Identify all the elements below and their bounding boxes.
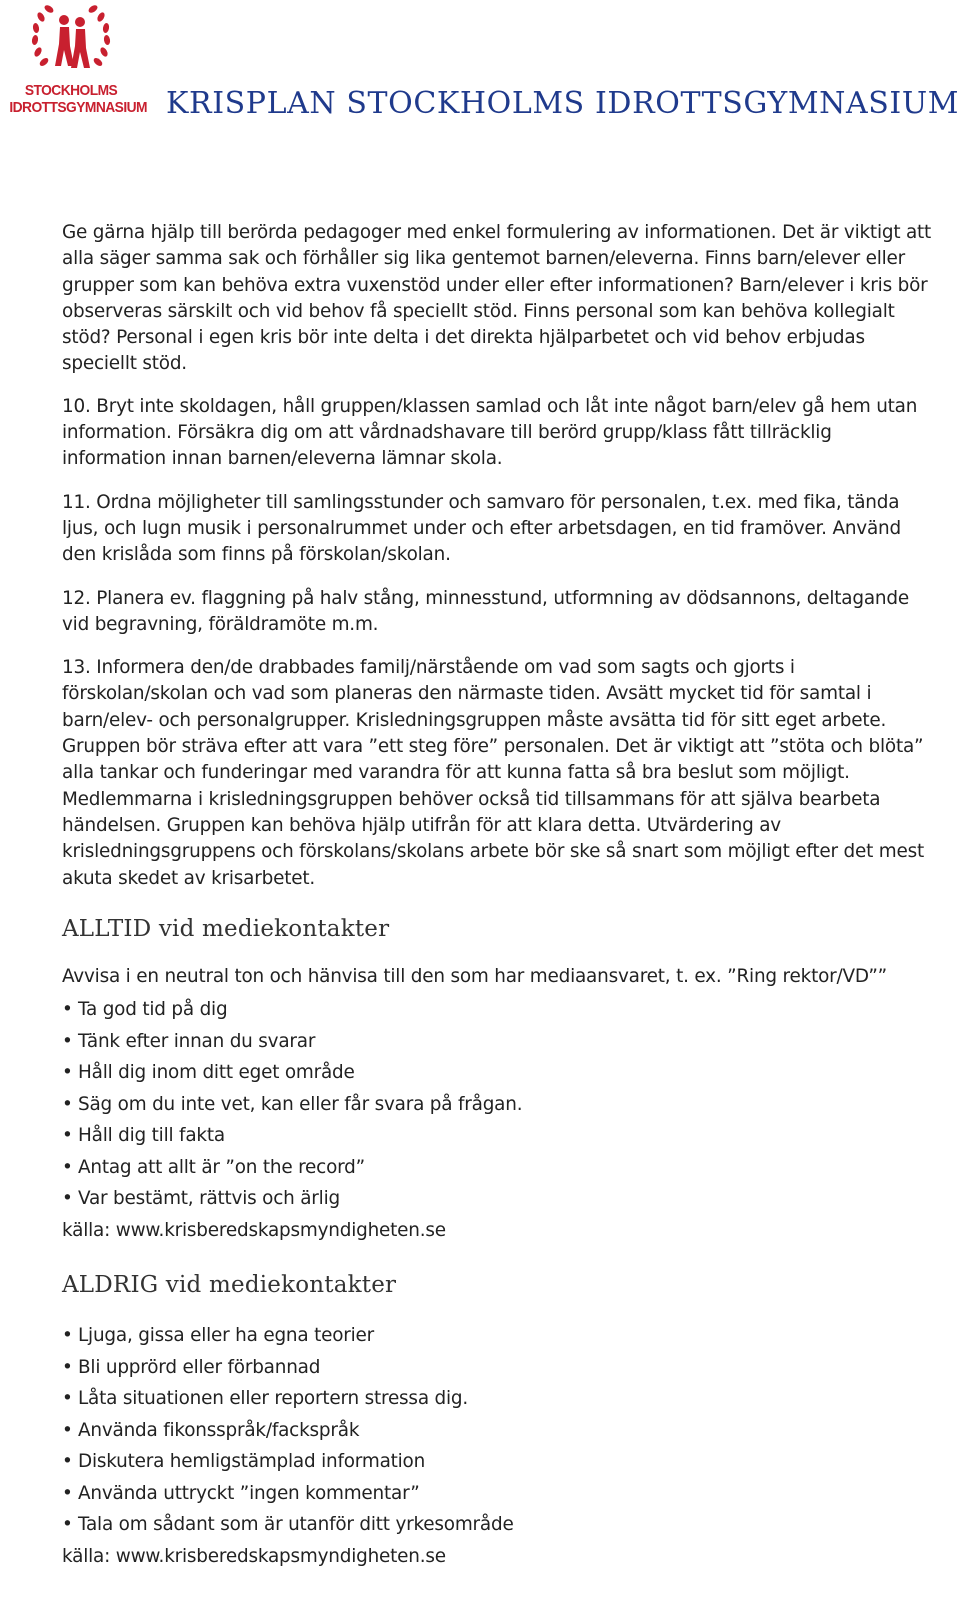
- paragraph-intro: Ge gärna hjälp till berörda pedagoger med enkel formulering av informationen. Det är viktigt att alla säger samma sak och förhåller sig lika gentemot barnen/eleverna. Finns barn/elever eller grupper som kan behöva extra vuxenstöd under eller efter informationen? Barn/elever i kris bör observeras särskilt och vid behov få speciellt stöd. Finns personal som kan behöva kollegialt stöd? Personal i egen kris bör inte delta i det direkta hjälparbetet och vid behov erbjudas speciellt stöd.: [62, 222, 932, 375]
- list-item: [62, 1415, 934, 1447]
- bullet-text: Tänk efter innan du svarar: [78, 1030, 316, 1052]
- list-item: [62, 1152, 934, 1184]
- bullet-text: Tala om sådant som är utanför ditt yrkesområde: [78, 1514, 514, 1536]
- bullet-text: Använda uttryckt ”ingen kommentar”: [78, 1482, 420, 1504]
- bullet-text: Antag att allt är ”on the record”: [78, 1156, 365, 1178]
- bullet-icon: •: [62, 1514, 73, 1536]
- bullet-icon: •: [62, 1125, 73, 1147]
- list-item-13-continued: Medlemmarna i krisledningsgruppen behöver också tid tillsammans för att själva bearbeta händelsen. Gruppen kan behöva hjälp utifrån för att klara detta. Utvärdering av krisledningsgruppens och förskolans/skolans arbete bör ske så snart som möjligt efter det mest akuta skedet av krisarbetet.: [62, 788, 924, 889]
- list-item-13: 13. Informera den/de drabbades familj/närstående om vad som sagts och gjorts i förskolan/skolan och vad som planeras den närmaste tiden. Avsätt mycket tid för samtal i barn/elev- och personalgrupper. Krisledningsgruppen måste avsätta tid för sitt eget arbete. Gruppen bör sträva efter att vara ”ett steg före” personalen. Det är viktigt att ”stöta och blöta” alla tankar och funderingar med varandra för att kunna fatta så bra beslut som möjligt.: [62, 657, 924, 784]
- list-item: [62, 1446, 934, 1478]
- list-item: [62, 1478, 934, 1510]
- source-citation: källa: www.krisberedskapsmyndigheten.se: [62, 1219, 446, 1241]
- bullet-text: Bli upprörd eller förbannad: [78, 1356, 321, 1378]
- list-item: [62, 1352, 934, 1384]
- school-logo: [4, 0, 147, 128]
- list-item: [62, 1089, 934, 1121]
- bullet-text: Använda fikonsspråk/fackspråk: [78, 1419, 360, 1441]
- always-list: [62, 994, 934, 1215]
- logo-wordmark: [9, 82, 147, 116]
- never-list: [62, 1320, 934, 1541]
- bullet-icon: •: [62, 1188, 73, 1210]
- section-heading-always: ALLTID vid mediekontakter: [62, 915, 390, 942]
- bullet-text: Säg om du inte vet, kan eller får svara på frågan.: [78, 1093, 523, 1115]
- list-item: [62, 1320, 934, 1352]
- logo-line-2: IDROTTSGYMNASIUM: [9, 99, 147, 116]
- list-item: [62, 1509, 934, 1541]
- list-item-12: 12. Planera ev. flaggning på halv stång, minnesstund, utformning av dödsannons, deltagande vid begravning, föräldramöte m.m.: [62, 587, 909, 635]
- bullet-text: Ljuga, gissa eller ha egna teorier: [78, 1325, 375, 1347]
- bullet-icon: •: [62, 1451, 73, 1473]
- list-item: [62, 1026, 934, 1058]
- bullet-text: Ta god tid på dig: [78, 999, 228, 1021]
- list-item: [62, 1120, 934, 1152]
- bullet-text: Var bestämt, rättvis och ärlig: [78, 1188, 340, 1210]
- laurel-runners-icon: [4, 0, 138, 80]
- bullet-text: Håll dig inom ditt eget område: [78, 1062, 355, 1084]
- bullet-icon: •: [62, 1093, 73, 1115]
- bullet-icon: •: [62, 1388, 73, 1410]
- bullet-text: Låta situationen eller reportern stressa dig.: [78, 1388, 469, 1410]
- bullet-icon: •: [62, 1030, 73, 1052]
- list-item-10: 10. Bryt inte skoldagen, håll gruppen/klassen samlad och låt inte något barn/elev gå hem utan information. Försäkra dig om att vårdnadshavare till berörd grupp/klass fått tillräcklig information innan barnen/eleverna lämnar skola.: [62, 395, 918, 470]
- bullet-text: Håll dig till fakta: [78, 1125, 225, 1147]
- bullet-icon: •: [62, 1325, 73, 1347]
- list-item: [62, 994, 934, 1026]
- bullet-icon: •: [62, 1156, 73, 1178]
- bullet-icon: •: [62, 1419, 73, 1441]
- bullet-icon: •: [62, 1482, 73, 1504]
- bullet-icon: •: [62, 999, 73, 1021]
- source-citation: källa: www.krisberedskapsmyndigheten.se: [62, 1545, 446, 1567]
- bullet-text: Diskutera hemligstämplad information: [78, 1451, 426, 1473]
- page-title: KRISPLAN STOCKHOLMS IDROTTSGYMNASIUM: [166, 86, 960, 121]
- section-heading-never: ALDRIG vid mediekontakter: [62, 1272, 397, 1299]
- list-item: [62, 1383, 934, 1415]
- always-intro: Avvisa i en neutral ton och hänvisa till den som har mediaansvaret, t. ex. ”Ring rektor/VD””: [62, 965, 887, 987]
- bullet-icon: •: [62, 1062, 73, 1084]
- bullet-icon: •: [62, 1356, 73, 1378]
- list-item-11: 11. Ordna möjligheter till samlingsstunder och samvaro för personalen, t.ex. med fika, tända ljus, och lugn musik i personalrummet under och efter arbetsdagen, en tid framöver. Använd den krislåda som finns på förskolan/skolan.: [62, 491, 901, 566]
- logo-line-1: STOCKHOLMS: [24, 82, 118, 99]
- list-item: [62, 1183, 934, 1215]
- document-body: [62, 220, 934, 1572]
- list-item: [62, 1057, 934, 1089]
